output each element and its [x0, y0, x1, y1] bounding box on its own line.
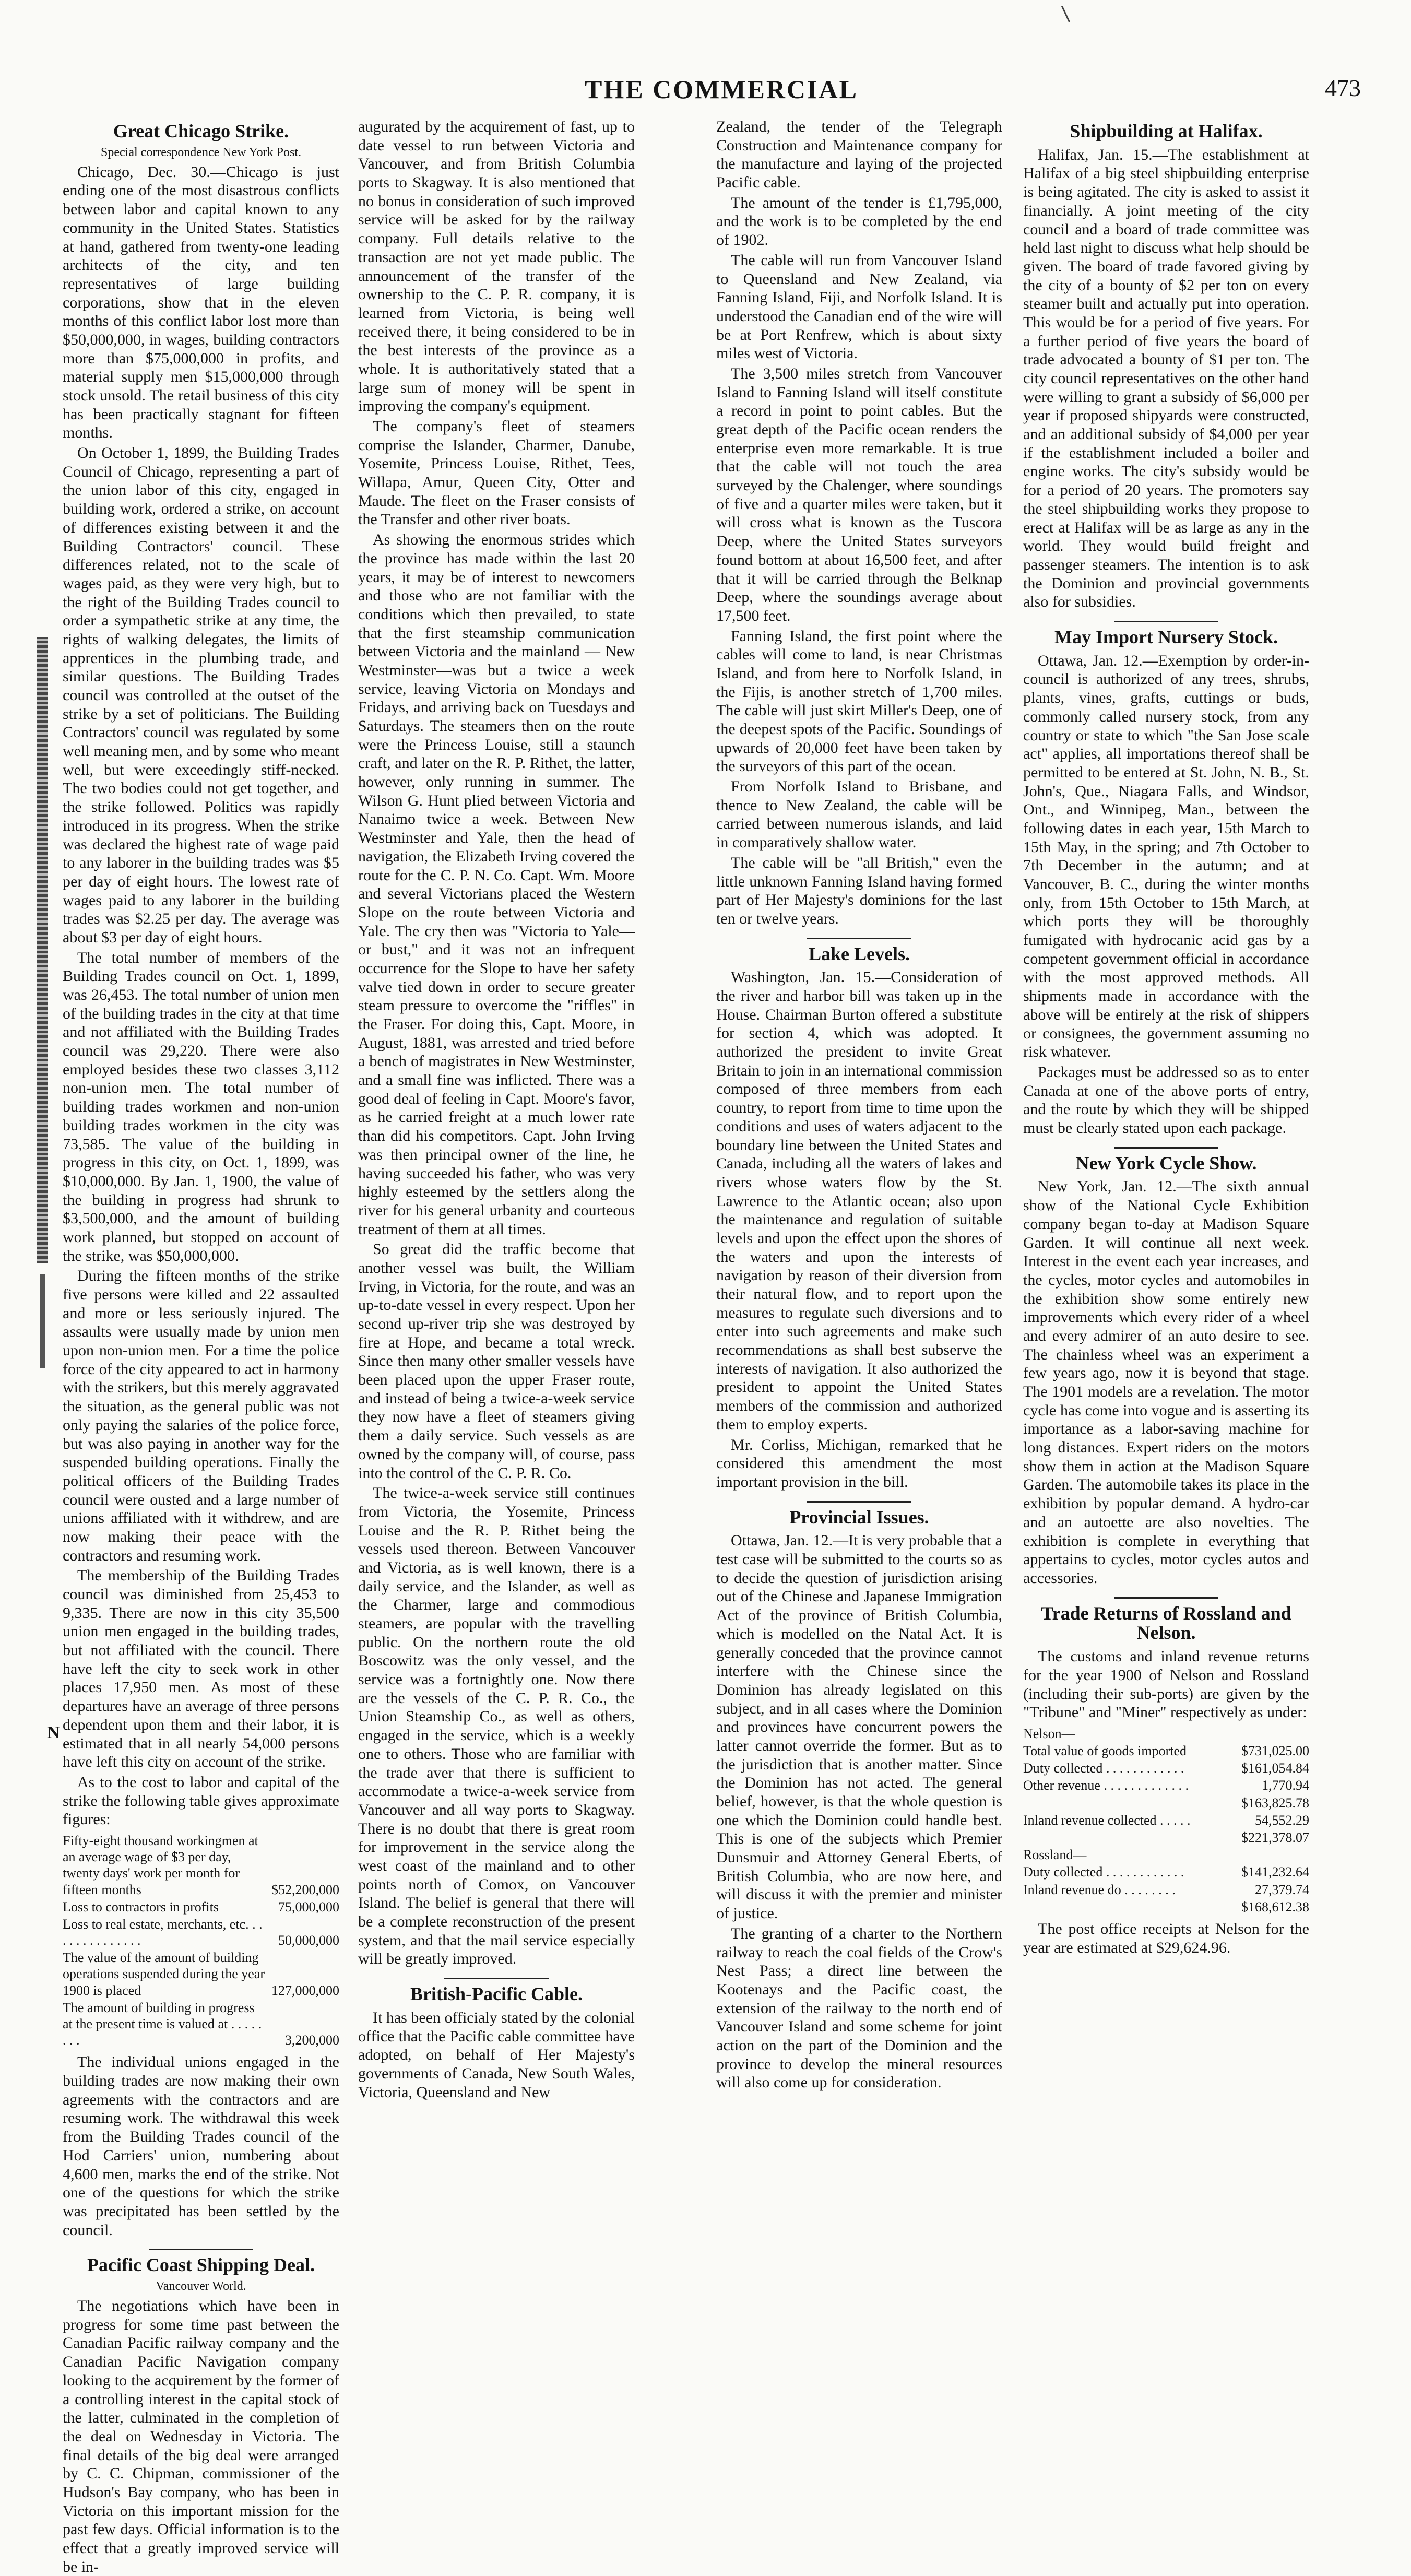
- table-value: [1223, 1846, 1309, 1863]
- article-paragraph: The 3,500 miles stretch from Vancouver Island to Fanning Island will itself constitute a record in point to point cables. But the great depth of the Pacific ocean renders the enterprise even more remarkable. It is true that the cable will not touch the area surveyed by the Chalenger, where soundings of five and a quarter miles were taken, but it will cross what is known as the Tuscora Deep, where the United States surveyors found bottom at about 16,500 feet, and after that it will be carried through the Belknap Deep, where the soundings average about 17,500 feet.: [716, 364, 1002, 624]
- article-pacific-coast-shipping-cont: [358, 117, 635, 1968]
- article-heading: British-Pacific Cable.: [410, 1983, 583, 2005]
- section-rule: [807, 1501, 911, 1503]
- article-paragraph: Washington, Jan. 15.—Consideration of the river and harbor bill was taken up in the House. Chairman Burton offered a substitute for section 4, which was adopted. It authorized the president to invite Great Britain to join in an international commission composed of three members from each country, to report from time to time upon the conditions and uses of waters adjacent to the boundary line between the United States and Canada, including all the waters of lakes and rivers whose waters flow by the St. Lawrence to the Atlantic ocean; also upon the maintenance and regulation of suitable levels and upon the effect upon the shores of the waters and upon the interests of navigation by reason of their diversion from their natural flow, and to report upon the measures to regulate such diversions and to enter into such agreements and make such recommendations as shall best subserve the interests of navigation. It also authorized the president to appoint the United States members of the commission and authorized them to employ experts.: [716, 968, 1002, 1433]
- article-trade-returns: [1023, 1604, 1309, 1957]
- table-label: [1023, 1794, 1223, 1812]
- article-paragraph: Packages must be addressed so as to enter Canada at one of the above ports of entry, and the route by which they will be shipped must be clearly stated upon each package.: [1023, 1063, 1309, 1137]
- table-label: The value of the amount of building operations suspended during the year 1900 is placed: [63, 1950, 265, 1998]
- article-paragraph: As to the cost to labor and capital of the strike the following table gives approximate figures:: [63, 1773, 339, 1828]
- article-paragraph: The cable will be "all British," even the little unknown Fanning Island having formed part of Her Majesty's dominions for the last ten or twelve years.: [716, 854, 1002, 927]
- table-row: [1023, 1777, 1309, 1794]
- article-heading: May Import Nursery Stock.: [1054, 626, 1278, 647]
- table-row: [1023, 1829, 1309, 1846]
- article-heading: Trade Returns of Rossland and Nelson.: [1041, 1602, 1291, 1644]
- column-2: [358, 117, 635, 2101]
- table-row: [1023, 1846, 1309, 1863]
- margin-rule-lower: [40, 1274, 45, 1368]
- trade-returns-table: [1023, 1725, 1309, 1916]
- article-paragraph: The total number of members of the Building Trades council on Oct. 1, 1899, was 26,453. The total number of union men of the building trades in the city at that time and not affiliated with the Building Trades council was 29,220. There were also employed besides these two classes 3,112 non-union men. The total number of building trades workmen and non-union building trades workmen in the city was 73,585. The value of the building in progress in this city, on Oct. 1, 1899, was $10,000,000. By Jan. 1, 1900, the value of the building in progress had shrunk to $3,500,000, and the amount of building work planned, but stopped on account of the strike, was $50,000,000.: [63, 949, 339, 1265]
- table-value: $163,825.78: [1241, 1795, 1309, 1811]
- article-paragraph: Fanning Island, the first point where the cables will come to land, is near Christmas Island, and from here to Norfolk Island, in the Fijis, is another stretch of 1,700 miles. The cable will just skirt Miller's Deep, one of the deepest spots of the Pacific. Soundings of upwards of 20,000 feet have been taken by the surveyors of this part of the ocean.: [716, 627, 1002, 775]
- article-heading: Pacific Coast Shipping Deal.: [87, 2254, 315, 2276]
- table-row: [1023, 1742, 1309, 1759]
- table-label: Other revenue . . . . . . . . . . . . .: [1023, 1778, 1189, 1793]
- article-paragraph: Ottawa, Jan. 12.—It is very probable that a test case will be submitted to the courts so as to decide the question of jurisdiction arising out of the Chinese and Japanese Immigration Act of the province of British Columbia, which is modelled on the Natal Act. It is generally conceded that the province cannot interfere with the Chinese since the Dominion has already legislated on this subject, and in all cases where the Dominion and provinces have concurrent powers the latter cannot override the former. But as to the jurisdiction that is another matter. Since the Dominion has not acted. The general belief, however, is that the whole question is one which the Dominion could handle best. This is one of the subjects which Premier Dunsmuir and Attorney General Eberts, of British Columbia, who are now here, and will discuss it with the premier and minister of justice.: [716, 1532, 1002, 1922]
- table-row: [63, 1999, 339, 2049]
- table-row: [63, 1832, 339, 1898]
- binding-margin-bar: [37, 637, 48, 1263]
- article-paragraph: augurated by the acquirement of fast, up to date vessel to run between Victoria and Vancouver, and from British Columbia ports to Skagway. It is also mentioned that no bonus in consideration of such improved service will be asked for by the railway company. Full details relative to the transaction are not yet made public. The announcement of the transfer of the ownership to the C. P. R. company, it is learned from Victoria, is being well received there, it being considered to be in the best interests of the province as a whole. It is authoritatively stated that a large sum of money will be spent in improving the company's equipment.: [358, 118, 635, 415]
- table-label: The amount of building in progress at the present time is valued at . . . . . . . .: [63, 2000, 262, 2048]
- article-heading: Great Chicago Strike.: [113, 121, 289, 141]
- article-paragraph: The membership of the Building Trades council was diminished from 25,453 to 9,335. There are now in this city 35,500 union men engaged in the building trades, but not affiliated with the council. There have left the city to seek work in other places 17,950 men. As most of these departures have an average of three persons dependent upon them and their labor, it is estimated that in all nearly 54,000 persons have left this city on account of the strike.: [63, 1567, 339, 1771]
- table-label: [1023, 1898, 1223, 1916]
- strike-cost-table: [63, 1832, 339, 2049]
- table-label: Rossland—: [1023, 1847, 1087, 1863]
- article-paragraph: New York, Jan. 12.—The sixth annual show of the National Cycle Exhibition company began to-day at Madison Square Garden. It will continue all next week. Interest in the event each year increases, and the cycles, motor cycles and automobiles in the exhibition show some entirely new improvements which every rider of a wheel and every admirer of an auto desire to see. The chainless wheel was an experiment a few years ago, now it is beyond that stage. The 1901 models are a revelation. The motor cycle has come into vogue and is asserting its importance as a labor-saving machine for long distances. Expert riders on the motors show them in action at the Madison Square Garden. The automobile takes its place in the exhibition by popular demand. A hydro-car and an autoette are also novelties. The exhibition is complete in everything that appertains to cycles, motor cycles autos and accessories.: [1023, 1178, 1309, 1587]
- table-row: [63, 1916, 339, 1949]
- table-value: 50,000,000: [278, 1933, 339, 1948]
- section-rule: [1114, 621, 1218, 622]
- table-label: Inland revenue collected . . . . .: [1023, 1812, 1191, 1828]
- article-british-pacific-cable: [358, 1984, 635, 2101]
- table-value: $141,232.64: [1241, 1864, 1309, 1880]
- table-row: [1023, 1863, 1309, 1881]
- section-rule: [444, 1978, 549, 1979]
- section-rule: [1114, 1597, 1218, 1599]
- section-rule: [149, 2249, 253, 2250]
- table-label: Nelson—: [1023, 1726, 1075, 1741]
- article-paragraph: The negotiations which have been in progress for some time past between the Canadian Pacific railway company and the Canadian Pacific Navigation company looking to the acquirement by the former of a controlling interest in the capital stock of the latter, culminated in the completion of the deal on Wednesday in Victoria. The final details of the big deal were arranged by C. C. Chipman, commissioner of the Hudson's Bay company, who has been in Victoria on this important mission for the past few days. Official information is to the effect that a greatly improved service will be in-: [63, 2297, 339, 2575]
- table-label: Loss to contractors in profits: [63, 1899, 219, 1915]
- article-paragraph: Ottawa, Jan. 12.—Exemption by order-in-council is authorized of any trees, shrubs, plants, vines, grafts, cuttings or buds, commonly called nursery stock, from any country or state to which "the San Jose scale act" applies, all importations thereof shall be permitted to be entered at St. John, N. B., St. John's, Que., Niagara Falls, and Windsor, Ont., and Winnipeg, Man., between the following dates in each year, 15th March to 15th May, in the spring; and 7th October to 7th December in the autumn; and at Vancouver, B. C., during the winter months only, from 15th October to 15th March, at which ports they will be thoroughly fumigated with hydrocanic acid gas by a competent government official in accordance with the most approved methods. All shipments made in accordance with the above will be entirely at the risk of shippers or consignees, the government assuming no risk whatever.: [1023, 652, 1309, 1061]
- masthead-title: THE COMMERCIAL: [585, 75, 858, 104]
- table-value: 1,770.94: [1262, 1778, 1309, 1793]
- table-value: $161,054.84: [1241, 1760, 1309, 1776]
- article-paragraph: Chicago, Dec. 30.—Chicago is just ending one of the most disastrous conflicts between labor and capital known to any community in the United States. Statistics at hand, gathered from twenty-one leading architects of the city, and ten representatives of large building corporations, show that in the eleven months of this conflict labor lost more than $50,000,000, in wages, building contractors more than $75,000,000 in profits, and material supply men $15,000,000 through stock unsold. The retail business of this city has been practically stagnant for fifteen months.: [63, 163, 339, 442]
- table-label: Total value of goods imported: [1023, 1743, 1187, 1759]
- table-value: 3,200,000: [285, 2033, 339, 2048]
- table-label: Loss to real estate, merchants, etc. . . . . . . . . . . . . . .: [63, 1916, 263, 1948]
- article-paragraph: The company's fleet of steamers comprise the Islander, Charmer, Danube, Yosemite, Princess Louise, Rithet, Tees, Willapa, Amur, Queen City, Otter and Maude. The fleet on the Fraser consists of the Transfer and other river boats.: [358, 418, 635, 528]
- scan-mark: [1061, 6, 1070, 22]
- table-row: [1023, 1794, 1309, 1812]
- table-label: Fifty-eight thousand workingmen at an average wage of $3 per day, twenty days' work per month for fifteen months: [63, 1833, 258, 1897]
- article-paragraph: The cable will run from Vancouver Island to Queensland and New Zealand, via Fanning Island, Fiji, and Norfolk Island. It is understood the Canadian end of the wire will be at Port Renfrew, which is about sixty miles west of Victoria.: [716, 251, 1002, 362]
- article-paragraph: So great did the traffic become that another vessel was built, the William Irving, in Victoria, for the route, and was an up-to-date vessel in every respect. Upon her second up-river trip she was destroyed by fire at Hope, and became a total wreck. Since then many other smaller vessels have been placed upon the upper Fraser route, and instead of being a twice-a-week service they now have a fleet of steamers giving them a daily service. Such vessels as are owned by the company will, of course, pass into the control of the C. P. R. Co.: [358, 1240, 635, 1482]
- article-paragraph: During the fifteen months of the strike five persons were killed and 22 assaulted and more or less seriously injured. The assaults were usually made by union men upon non-union men. For a time the police force of the city appeared to act in harmony with the strikers, but this merely aggravated the situation, as the general public was not only paying the salaries of the police force, but was also paying in another way for the suspended building operations. Finally the political officers of the Building Trades council were ousted and a large number of unions affiliated with it withdrew, and are now making their peace with the contractors and resuming work.: [63, 1267, 339, 1564]
- article-paragraph: The granting of a charter to the Northern railway to reach the coal fields of the Crow's Nest Pass; a direct line between the Kootenays and the Pacific coast, the extension of the railway to the north end of Vancouver Island and some scheme for joint action on the part of the Dominion and the province to develop the mineral resources will also come up for consideration.: [716, 1924, 1002, 2091]
- article-paragraph: Halifax, Jan. 15.—The establishment at Halifax of a big steel shipbuilding enterprise is being agitated. The city is asked to assist it financially. A joint meeting of the city council and a board of trade committee was held last night to discuss what help should be given. The board of trade favored giving by the city of a bounty of $2 per ton on every steamer built and actually put into operation. This would be for a period of five years. For a further period of five years the board of trade advocated a bounty of $1 per ton. The city council representatives on the other hand were willing to grant a subsidy of $6,000 per year if proposed shipyards were constructed, and an additional subsidy of $4,000 per year if the establishment included a boiler and engine works. The city's subsidy would be for a period of 20 years. The promoters say the steel shipbuilding works they propose to erect at Halifax will be as large as any in the world. They would build freight and passenger steamers. The intention is to ask the Dominion and provincial governments also for subsidies.: [1023, 146, 1309, 611]
- article-paragraph: It has been officialy stated by the colonial office that the Pacific cable committee have adopted, on behalf of Her Majesty's governments of Canada, New South Wales, Victoria, Queensland and New: [358, 2008, 635, 2101]
- article-heading: New York Cycle Show.: [1075, 1152, 1257, 1174]
- column-1: [63, 117, 339, 2575]
- table-label: Duty collected . . . . . . . . . . . .: [1023, 1760, 1184, 1776]
- table-value: 27,379.74: [1255, 1882, 1309, 1897]
- article-paragraph: The twice-a-week service still continues from Victoria, the Yosemite, Princess Louise and the R. P. Rithet being the vessels used thereon. Between Vancouver and Victoria, as is well known, there is a daily service, and the Islander, as well as the Charmer, large and commodious steamers, are popular with the travelling public. On the northern route the old Boscowitz was the only vessel, and the service was a fortnightly one. Now there are the vessels of the C. P. R. Co., the Union Steamship Co., as well as others, engaged in the service, which is a weekly one to others. Those who are familiar with the trade aver that there is sufficient to accommodate a twice-a-week service from Vancouver and all way ports to Skagway. There is no doubt that there is great room for improvement in the service along the west coast of the mainland and to other points north of Comox, on Vancouver Island. The belief is general that there will be a complete reconstruction of the present system, and that the mail service especially will be greatly improved.: [358, 1484, 635, 1968]
- table-value: $52,200,000: [271, 1882, 339, 1897]
- article-paragraph: Mr. Corliss, Michigan, remarked that he considered this amendment the most important provision in the bill.: [716, 1436, 1002, 1491]
- article-shipbuilding-halifax: [1023, 122, 1309, 611]
- article-paragraph: From Norfolk Island to Brisbane, and thence to New Zealand, the cable will be carried between numerous islands, and laid in comparatively shallow water.: [716, 778, 1002, 852]
- page-number: 473: [1325, 75, 1361, 101]
- table-row: [1023, 1725, 1309, 1742]
- table-label: [1023, 1829, 1223, 1846]
- article-byline: Special correspondence New York Post.: [101, 145, 301, 159]
- table-row: [1023, 1759, 1309, 1777]
- table-value: $221,378.07: [1241, 1830, 1309, 1846]
- table-value: 75,000,000: [278, 1899, 339, 1915]
- article-pacific-coast-shipping: [63, 2255, 339, 2576]
- table-value: 127,000,000: [271, 1982, 339, 1998]
- article-british-pacific-cable-cont: [716, 117, 1002, 928]
- article-nursery-stock: [1023, 628, 1309, 1138]
- table-row: [1023, 1881, 1309, 1898]
- article-paragraph: The individual unions engaged in the building trades are now making their own agreements with the contractors and are resuming work. The withdrawal this week from the Building Trades council of the Hod Carriers' union, numbering about 4,600 men, marks the end of the strike. Not one of the questions for which the strike was precipitated has been settled by the council.: [63, 2053, 339, 2239]
- article-paragraph: The post office receipts at Nelson for the year are estimated at $29,624.96.: [1023, 1920, 1309, 1956]
- article-paragraph: The customs and inland revenue returns for the year 1900 of Nelson and Rossland (including their sub-ports) are given by the "Tribune" and "Miner" respectively as under:: [1023, 1648, 1309, 1721]
- article-provincial-issues: [716, 1508, 1002, 2092]
- article-lake-levels: [716, 944, 1002, 1492]
- article-heading: Provincial Issues.: [789, 1506, 929, 1528]
- article-paragraph: The amount of the tender is £1,795,000, and the work is to be completed by the end of 1902.: [716, 194, 1002, 249]
- article-heading: Lake Levels.: [809, 943, 910, 964]
- table-row: [1023, 1812, 1309, 1829]
- article-paragraph: Zealand, the tender of the Telegraph Construction and Maintenance company for the manufacture and laying of the projected Pacific cable.: [716, 118, 1002, 192]
- article-byline: Vancouver World.: [156, 2279, 246, 2294]
- article-chicago-strike: [63, 122, 339, 2239]
- table-row: [63, 1949, 339, 1999]
- column-4: [1023, 117, 1309, 1956]
- article-heading: Shipbuilding at Halifax.: [1070, 121, 1263, 141]
- table-value: [1223, 1725, 1309, 1742]
- table-value: $168,612.38: [1241, 1899, 1309, 1915]
- page-header: [0, 67, 1411, 109]
- margin-mark: N: [47, 1723, 60, 1742]
- table-value: $731,025.00: [1241, 1743, 1309, 1759]
- article-cycle-show: [1023, 1154, 1309, 1588]
- article-paragraph: As showing the enormous strides which the province has made within the last 20 years, it may be of interest to newcomers and those who are not familiar with the conditions which then prevailed, to state that the first steamship communication between Victoria and the mainland — New Westminster—was but a twice a week service, leaving Victoria on Mondays and Fridays, and arriving back on Tuesdays and Saturdays. The steamers then on the route were the Princess Louise, still a staunch craft, and later on the R. P. Rithet, the latter, however, only running in summer. The Wilson G. Hunt plied between Victoria and Nanaimo twice a week. Between New Westminster and Yale, then the head of navigation, the Elizabeth Irving covered the route for the C. P. N. Co. Capt. Wm. Moore and several Victorians placed the Western Slope on the route between Victoria and Yale. The cry then was "Victoria to Yale—or bust," and it was not an infrequent occurrence for the Slope to have her safety valve tied down in order to secure greater steam pressure to overcome the "riffles" in the Fraser. For doing this, Capt. Moore, in August, 1881, was arrested and tried before a bench of magistrates in New Westminster, and a small fine was inflicted. There was a good deal of feeling in Capt. Moore's favor, as he carried freight at a much lower rate than did his competitors. Capt. John Irving was then principal owner of the line, he having succeeded his father, who was very highly esteemed by the settlers along the river for his general urbanity and courteous treatment of them at all times.: [358, 531, 635, 1238]
- column-3: [716, 117, 1002, 2091]
- table-row: [63, 1898, 339, 1916]
- table-value: 54,552.29: [1255, 1812, 1309, 1828]
- table-row: [1023, 1898, 1309, 1916]
- table-label: Inland revenue do . . . . . . . .: [1023, 1882, 1176, 1897]
- section-rule: [807, 938, 911, 939]
- table-label: Duty collected . . . . . . . . . . . .: [1023, 1864, 1184, 1880]
- section-rule: [1114, 1147, 1218, 1149]
- article-paragraph: On October 1, 1899, the Building Trades Council of Chicago, representing a part of the union labor of this city, engaged in building work, ordered a strike, on account of differences existing between it and the Building Contractors' council. These differences related, not to the scale of wages paid, as they were very high, but to the right of the Building Trades council to order a sympathetic strike at any time, the rights of walking delegates, the limits of apprentices in the plumbing trade, and similar questions. The Building Trades council was controlled at the outset of the strike by a set of politicians. The Building Contractors' council was regulated by some well meaning men, and by some who meant well, but were exceedingly stiff-necked. The two bodies could not get together, and the strike followed. Politics was rapidly introduced in its progress. When the strike was declared the highest rate of wage paid to any laborer in the building trades was $5 per day of eight hours. The lowest rate of wages paid to any laborer in the building trades was $2.25 per day. The average was about $3 per day of eight hours.: [63, 444, 339, 946]
